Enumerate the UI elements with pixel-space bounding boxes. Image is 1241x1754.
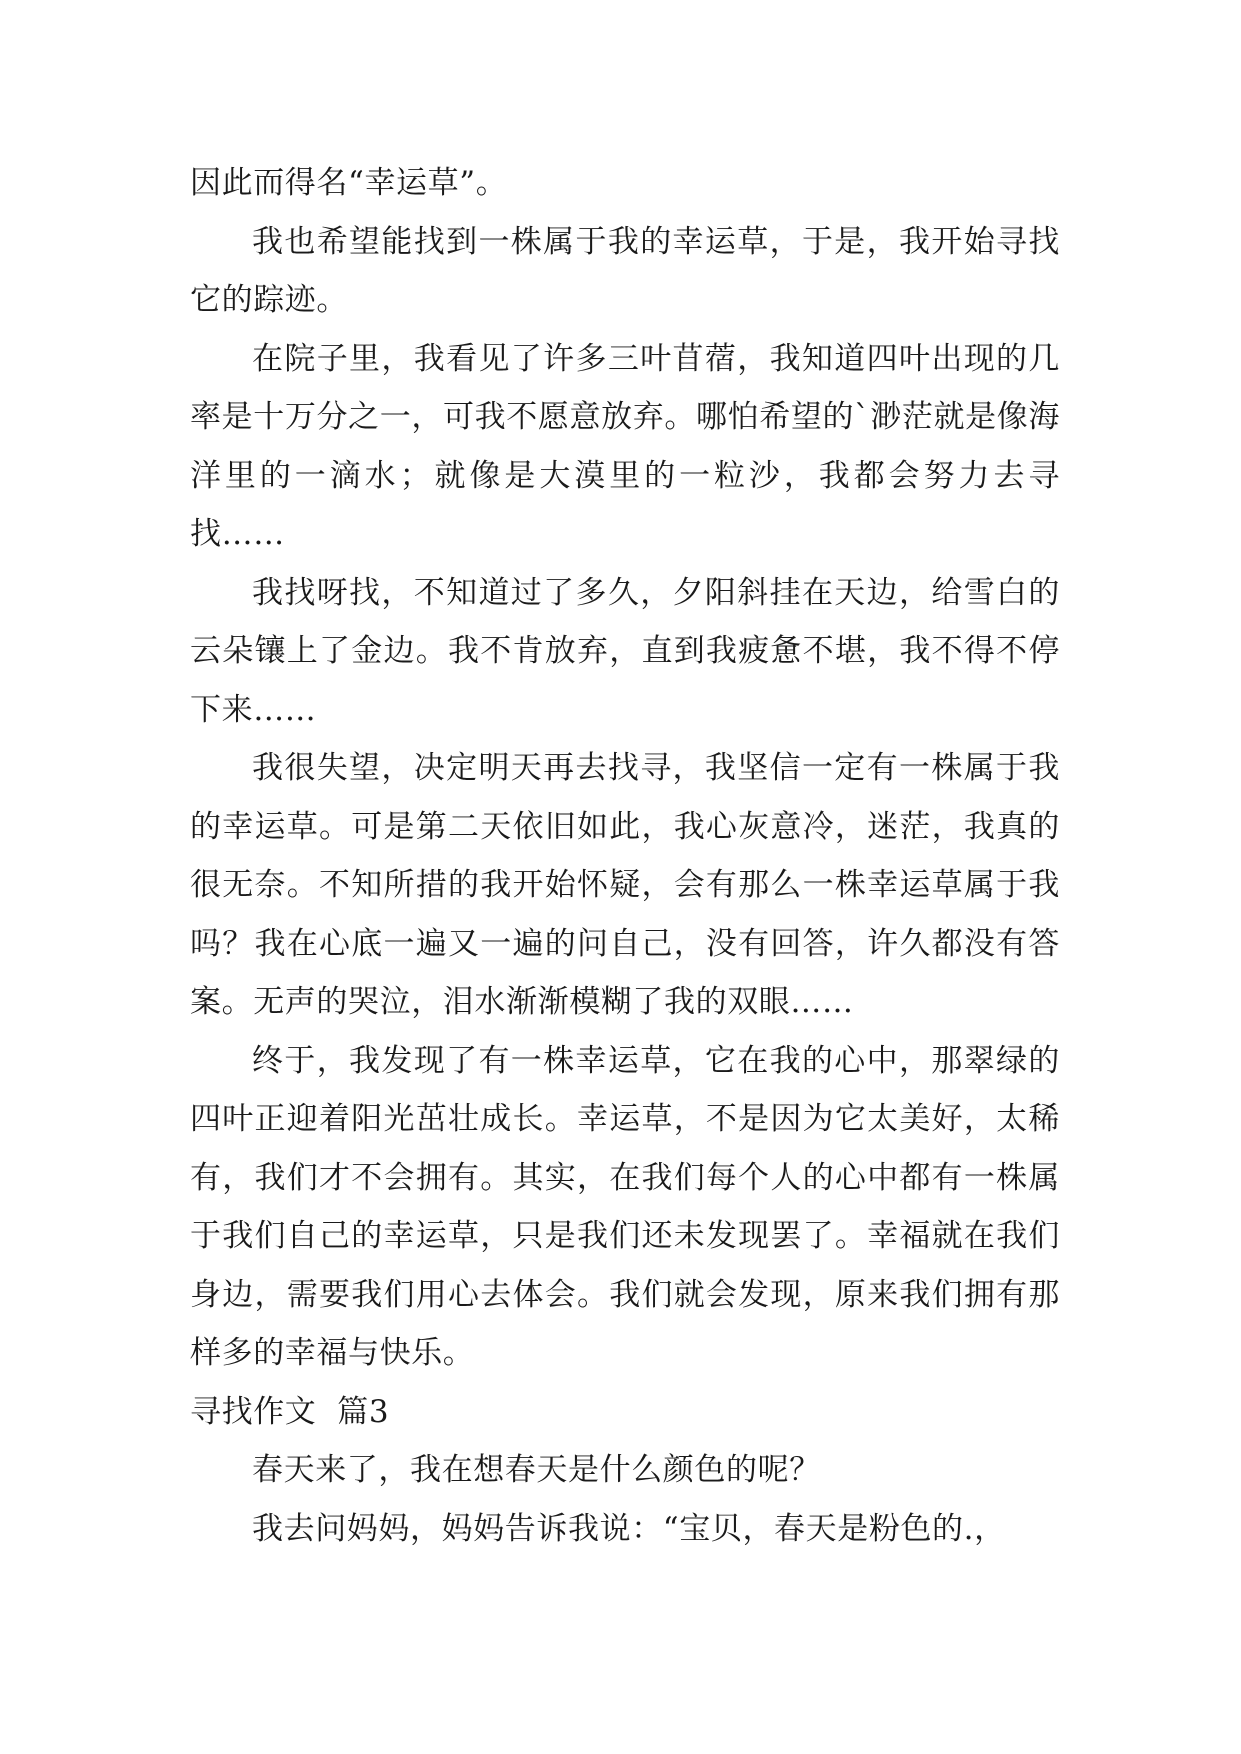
paragraph-6: 终于，我发现了有一株幸运草，它在我的心中，那翠绿的四叶正迎着阳光茁壮成长。幸运草，不是因为它太美好，太稀有，我们才不会拥有。其实，在我们每个人的心中都有一株属于我们自己的幸运草，只是我们还未发现罢了。幸福就在我们身边，需要我们用心去体会。我们就会发现，原来我们拥有那样多的幸福与快乐。 bbox=[190, 1042, 1060, 1371]
paragraph-1: 因此而得名“幸运草”。 bbox=[190, 165, 508, 201]
paragraph-7: 春天来了，我在想春天是什么颜色的呢？ bbox=[252, 1452, 821, 1488]
paragraph-4: 我找呀找，不知道过了多久，夕阳斜挂在天边，给雪白的云朵镶上了金边。我不肯放弃，直到我疲惫不堪，我不得不停下来…… bbox=[190, 574, 1060, 728]
section-heading: 寻找作文 篇3 bbox=[190, 1393, 390, 1430]
paragraph-5: 我很失望，决定明天再去找寻，我坚信一定有一株属于我的幸运草。可是第二天依旧如此，我心灰意冷，迷茫，我真的很无奈。不知所措的我开始怀疑，会有那么一株幸运草属于我吗？我在心底一遍又一遍的问自己，没有回答，许久都没有答案。无声的哭泣，泪水渐渐模糊了我的双眼…… bbox=[190, 750, 1060, 1020]
document-body bbox=[190, 154, 1060, 1558]
paragraph-8: 我去问妈妈，妈妈告诉我说：“宝贝，春天是粉色的.， bbox=[252, 1510, 1006, 1547]
paragraph-3: 在院子里，我看见了许多三叶苜蓿，我知道四叶出现的几率是十万分之一，可我不愿意放弃。哪怕希望的`渺茫就是像海洋里的一滴水；就像是大漠里的一粒沙，我都会努力去寻找…… bbox=[190, 340, 1060, 552]
paragraph-2: 我也希望能找到一株属于我的幸运草，于是，我开始寻找它的踪迹。 bbox=[190, 223, 1060, 318]
